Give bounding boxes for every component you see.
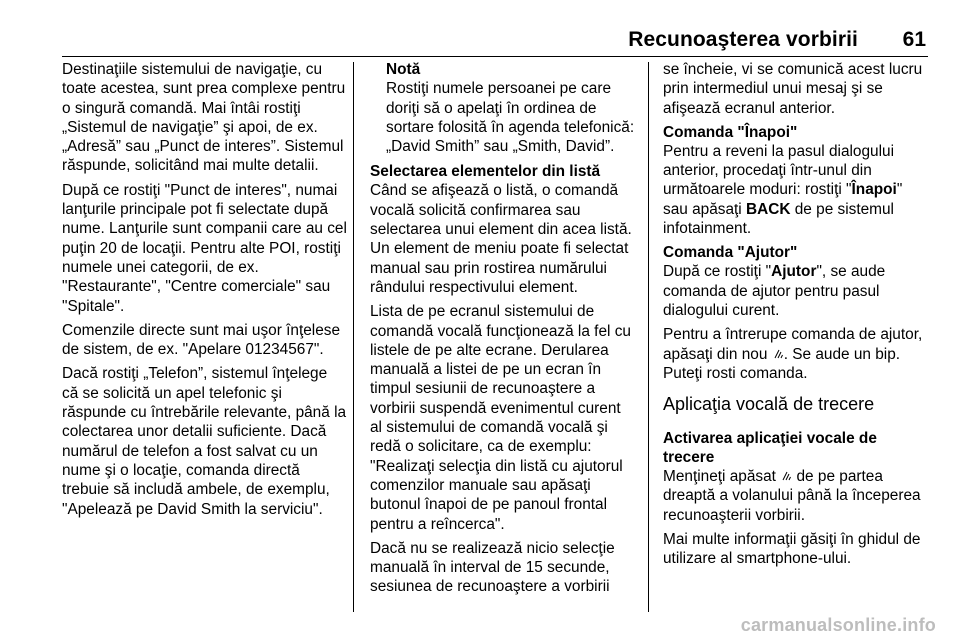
- column-2: [370, 60, 635, 602]
- section-heading-passthrough-app: Aplicaţia vocală de trecere: [663, 394, 875, 415]
- note-box: [370, 60, 635, 156]
- note-text: Rostiţi numele persoanei pe care doriţi să o apelaţi în ordinea de sortare folosită în agenda telefonică: „David Smith” sau „Smith, David”.: [386, 80, 635, 156]
- section-heading-help-command: Comanda "Ajutor": [663, 244, 798, 262]
- column-divider-1: [353, 62, 354, 612]
- paragraph: Mai multe informaţii găsiţi în ghidul de utilizare al smartphone-ului.: [663, 531, 921, 568]
- paragraph: Dacă nu se realizează nicio selecţie manuală în interval de 15 secunde, sesiunea de recunoaştere a vorbirii: [370, 539, 615, 596]
- paragraph: După ce rostiţi "Punct de interes", numai lanţurile principale pot fi selectate după nume. Lanţurile sunt companii care au cel puţin 20 de locaţii. Pentru alte POI, rostiţi numele unei categorii, de ex. "Restaurante", "Centre comerciale" sau "Spitale".: [62, 181, 347, 315]
- paragraph: se încheie, vi se comunică acest lucru prin intermediul unui mesaj şi se afişează ecranul anterior.: [663, 61, 923, 117]
- section-heading-list-selection: Selectarea elementelor din listă: [370, 163, 601, 181]
- column-1: [62, 60, 347, 524]
- paragraph-help-command: După ce rostiţi "Ajutor", se aude comanda de ajutor pentru pasul dialogului curent.: [663, 263, 886, 319]
- key-back: BACK: [746, 200, 791, 218]
- paragraph: Dacă rostiţi „Telefon”, sistemul înţelege că se solicită un apel telefonic şi răspunde cu întrebările relevante, până la colectarea unor detalii suficiente. Dacă numărul de telefon a fost salvat cu un nume şi o locaţie, comanda directă trebuie să includă ambele, de exemplu, "Apelează pe David Smith la serviciu".: [62, 365, 347, 518]
- paragraph: Destinaţiile sistemului de navigaţie, cu toate acestea, sunt prea complexe pentru o singură comandă. Mai întâi rostiţi „Sistemul de navigaţie” şi apoi, de ex. „Adresă” sau „Punct de interes”. Sistemul răspunde, solicitând mai multe detalii.: [62, 61, 346, 175]
- paragraph-back-command: Pentru a reveni la pasul dialogului anterior, procedaţi într-unul din următoarele moduri: rostiţi "Înapoi" sau apăsaţi BACK de pe sistemul infotainment.: [663, 142, 903, 238]
- page-title: Recunoaşterea vorbirii: [628, 28, 858, 51]
- keyword-back: Înapoi: [851, 181, 897, 199]
- voice-control-icon: [772, 345, 784, 364]
- page-number: 61: [902, 28, 926, 51]
- note-title: Notă: [386, 61, 421, 78]
- column-divider-2: [648, 62, 649, 612]
- page-header: [62, 0, 928, 57]
- paragraph: Comenzile directe sunt mai uşor înţelese de sistem, de ex. "Apelare 01234567".: [62, 321, 341, 359]
- subheading-activate-passthrough: Activarea aplicaţiei vocale de trecere: [663, 430, 877, 467]
- paragraph: Lista de pe ecranul sistemului de comandă vocală funcţionează la fel cu listele de pe alte ecrane. Derularea manuală a listei de pe un ecran în timpul sesiunii de recunoaştere a vorbirii suspendă evenimentul curent al sistemului de comandă vocală şi redă o solicitare, ca de exemplu: "Realizaţi selecţia din listă cu ajutorul comenzilor manuale sau apăsaţi butonul înapoi de pe panoul frontal pentru a reîncerca".: [370, 303, 631, 533]
- paragraph: Când se afişează o listă, o comandă vocală solicită confirmarea sau selectarea unui element din acea listă. Un element de meniu poate fi selectat manual sau prin rostirea numărului rândului respectivului element.: [370, 182, 632, 296]
- voice-control-icon: [780, 467, 792, 486]
- paragraph-interrupt: Pentru a întrerupe comanda de ajutor, apăsaţi din nou . Se aude un bip. Puteţi rosti comanda.: [663, 326, 923, 382]
- column-3: [663, 60, 928, 574]
- paragraph-activate: Menţineţi apăsat de pe partea dreaptă a volanului până la începerea recunoaşterii vorbirii.: [663, 468, 921, 524]
- section-heading-back-command: Comanda "Înapoi": [663, 123, 798, 141]
- watermark: carmanualsonline.info: [740, 615, 936, 635]
- keyword-help: Ajutor: [771, 263, 817, 281]
